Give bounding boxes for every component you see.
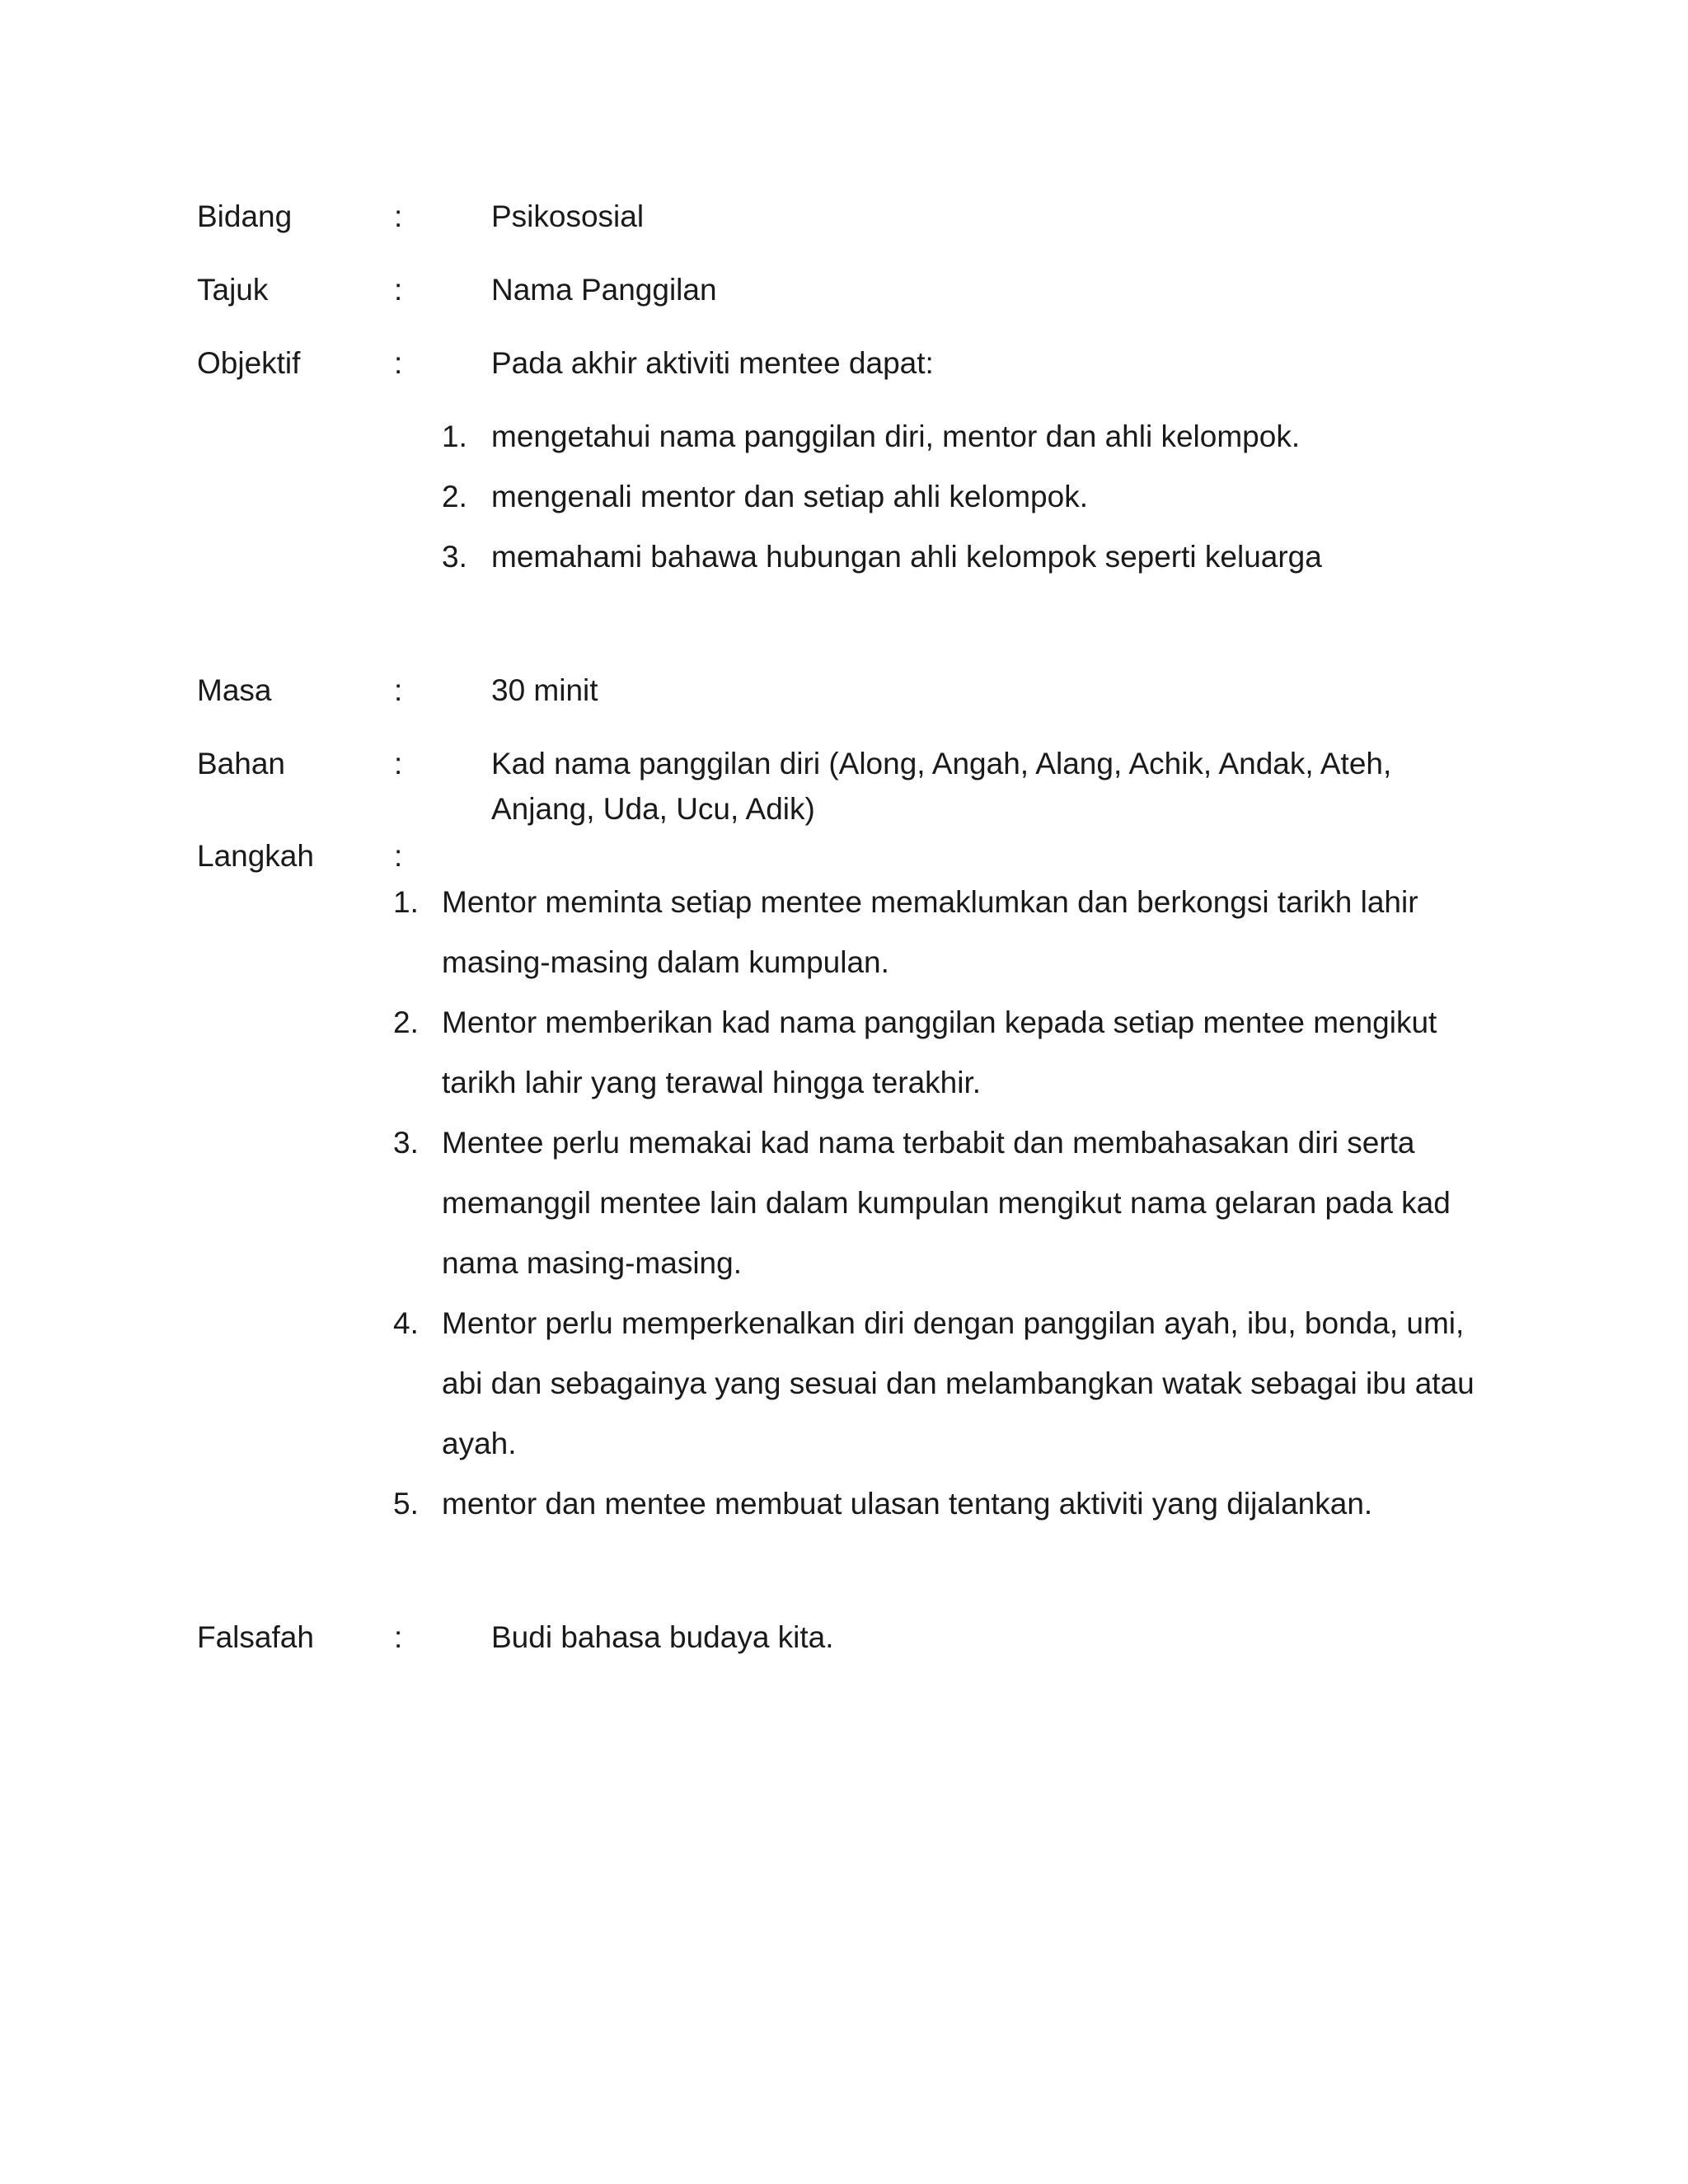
objective-text: memahami bahawa hubungan ahli kelompok seperti keluarga [491,540,1322,574]
field-value-tajuk: Nama Panggilan [491,273,717,307]
step-number: 3. [393,1126,419,1160]
field-colon-masa: : [394,673,403,707]
field-value-bahan-line-1: Kad nama panggilan diri (Along, Angah, Alang, Achik, Andak, Ateh, [491,747,1392,780]
step-number: 1. [393,885,419,919]
field-label-falsafah: Falsafah [197,1620,314,1654]
field-colon-tajuk: : [394,273,403,307]
step-text-line: nama masing-masing. [442,1246,742,1280]
objective-text: mengenali mentor dan setiap ahli kelompok. [491,480,1088,513]
field-colon-objektif: : [394,346,403,380]
step-text-line: Mentee perlu memakai kad nama terbabit dan membahasakan diri serta [442,1126,1415,1160]
field-value-bidang: Psikososial [491,199,645,233]
objective-number: 1. [442,419,467,453]
step-text-line: masing-masing dalam kumpulan. [442,945,889,979]
step-number: 4. [393,1306,419,1340]
step-text-line: memanggil mentee lain dalam kumpulan mengikut nama gelaran pada kad [442,1186,1451,1220]
step-text-line: Mentor meminta setiap mentee memaklumkan dan berkongsi tarikh lahir [442,885,1418,919]
step-text-line: abi dan sebagainya yang sesuai dan melambangkan watak sebagai ibu atau [442,1366,1475,1400]
field-colon-bidang: : [394,199,403,233]
field-label-langkah: Langkah [197,839,314,873]
field-colon-bahan: : [394,747,403,780]
field-value-falsafah: Budi bahasa budaya kita. [491,1620,834,1654]
step-text-line: ayah. [442,1427,517,1460]
field-value-bahan-line-2: Anjang, Uda, Ucu, Adik) [491,792,815,826]
field-value-objektif: Pada akhir aktiviti mentee dapat: [491,346,934,380]
field-label-tajuk: Tajuk [197,273,269,307]
objective-number: 3. [442,540,467,574]
field-label-bahan: Bahan [197,747,285,780]
step-number: 2. [393,1005,419,1039]
field-label-masa: Masa [197,673,272,707]
step-number: 5. [393,1487,419,1521]
step-text-line: Mentor perlu memperkenalkan diri dengan panggilan ayah, ibu, bonda, umi, [442,1306,1465,1340]
field-label-bidang: Bidang [197,199,293,233]
step-text-line: mentor dan mentee membuat ulasan tentang aktiviti yang dijalankan. [442,1487,1373,1521]
field-label-objektif: Objektif [197,346,301,380]
objective-text: mengetahui nama panggilan diri, mentor dan ahli kelompok. [491,419,1301,453]
field-colon-langkah: : [394,839,403,873]
field-colon-falsafah: : [394,1620,403,1654]
field-value-masa: 30 minit [491,673,598,707]
step-text-line: tarikh lahir yang terawal hingga terakhir. [442,1066,982,1099]
step-text-line: Mentor memberikan kad nama panggilan kepada setiap mentee mengikut [442,1005,1437,1039]
objective-number: 2. [442,480,467,513]
